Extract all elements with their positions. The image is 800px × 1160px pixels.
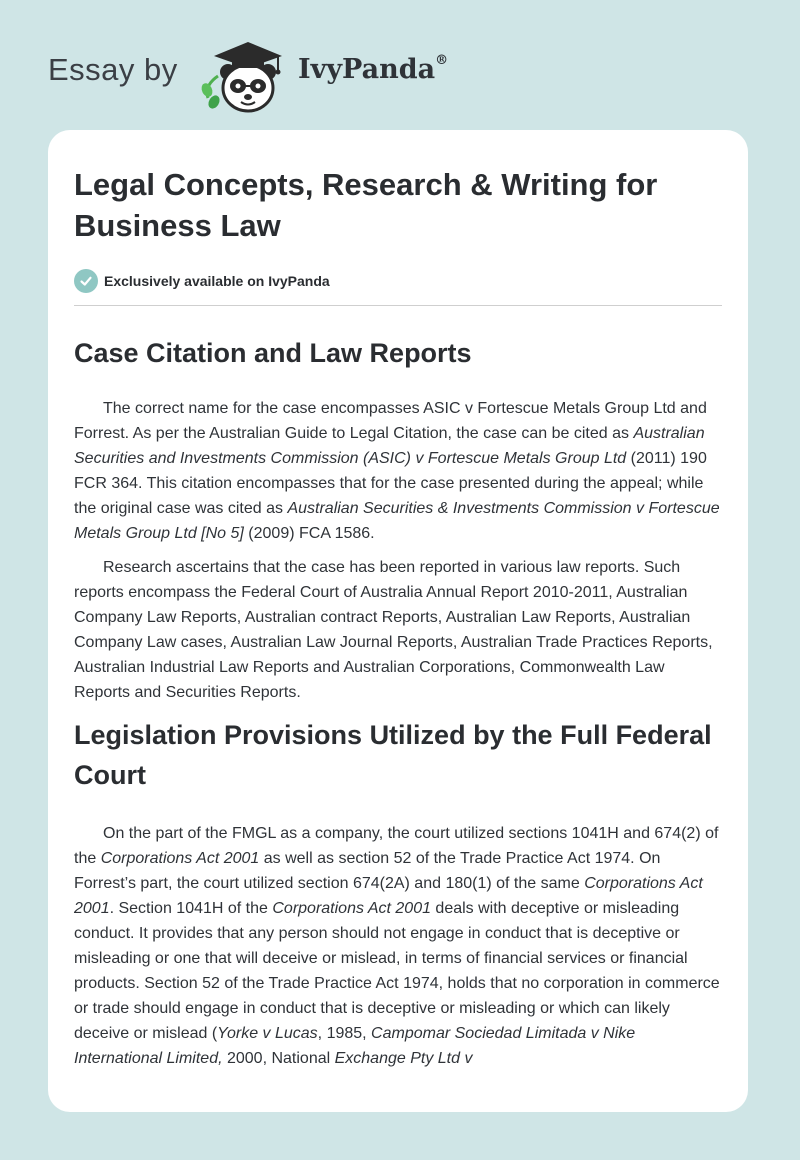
text-run: deals with deceptive or misleading conduct. It provides that any person should not engage in conduct that is deceptive or misleading or one that will deceive or mislead, in terms of financial services or financial products. Section 52 of the Trade Practice Act 1974, holds that no corporation in commerce or trade should engage in conduct that is deceptive or misleading or which can likely deceive or mislead ( [74,900,720,1042]
text-run: 2000, National [222,1050,335,1067]
paragraph [74,396,722,546]
paragraph [74,555,722,705]
citation-italic: Corporations Act 2001 [272,900,431,917]
citation-italic: Corporations Act 2001 [74,875,703,917]
text-run: , 1985, [317,1025,372,1042]
exclusive-badge-label: Exclusively available on IvyPanda [104,273,330,289]
essay-title: Legal Concepts, Research & Writing for Business Law [74,167,658,243]
text-run: On the part of the FMGL as a company, the court utilized sections 1041H and 674(2) of the [74,825,719,867]
citation-italic: Exchange Pty Ltd v [334,1050,473,1067]
check-circle-icon [74,269,98,293]
title-divider [74,305,722,306]
section-heading-legislation: Legislation Provisions Utilized by the Full Federal Court [74,720,712,790]
essay-content [74,164,722,1071]
citation-italic: Corporations Act 2001 [100,850,260,867]
text-run: as well as section 52 of the Trade Practice Act 1974. On Forrest’s part, the court utilized section 674(2A) and 180(1) of the same [74,850,661,892]
text-run: Research ascertains that the case has been reported in various law reports. Such reports encompass the Federal Court of Australia Annual Report 2010-2011, Australian Company Law Reports, Australian contract Reports, Australian Law Reports, Australian Company Law cases, Australian Law Journal Reports, Australian Trade Practices Reports, Australian Industrial Law Reports and Australian Corporations, Commonwealth Law Reports and Securities Reports. [74,559,713,701]
brand-name: IvyPanda® [298,53,449,85]
essay-card [48,130,748,1112]
citation-italic: Yorke v Lucas [217,1025,318,1042]
panda-graduate-icon [198,36,294,116]
paragraph [74,821,722,1071]
text-run: The correct name for the case encompasses ASIC v Fortescue Metals Group Ltd and Forrest. As per the Australian Guide to Legal Citation, the case can be cited as [74,400,707,442]
citation-italic: Campomar Sociedad Limitada v Nike International Limited, [74,1025,636,1067]
brand-prefix: Essay by [48,52,178,87]
text-run: (2009) FCA 1586. [243,525,375,542]
text-run: . Section 1041H of the [109,900,273,917]
exclusive-badge [74,268,722,294]
citation-italic: Australian Securities and Investments Commission (ASIC) v Fortescue Metals Group Ltd [74,425,705,467]
site-brand[interactable] [48,30,548,110]
citation-italic: Australian Securities & Investments Commission v Fortescue Metals Group Ltd [No 5] [74,500,720,542]
text-run: (2011) 190 FCR 364. This citation encompasses that for the case presented during the appeal; while the original case was cited as [74,450,707,517]
section-heading-case-citation: Case Citation and Law Reports [74,338,472,368]
